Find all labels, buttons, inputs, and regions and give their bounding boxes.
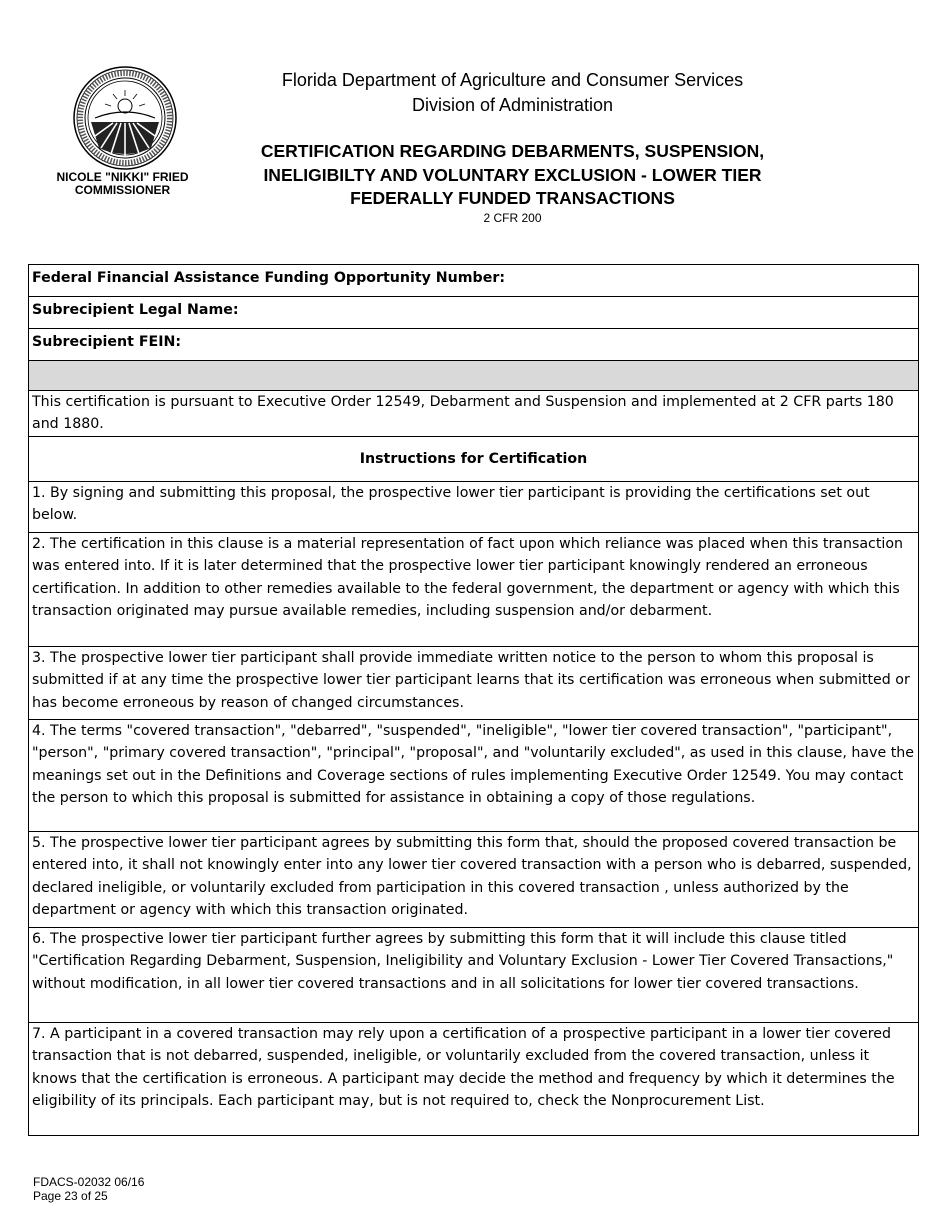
instruction-item: 6. The prospective lower tier participant further agrees by submitting this form that it will include this clause titled "Certification Regarding Debarment, Suspension, Ineligibility and Voluntary Exclusion - Lower Tier Covered Transactions," without modification, in all lower tier covered transactions and in all solicitations for lower tier covered transactions. — [29, 928, 919, 1023]
shaded-divider — [29, 361, 919, 391]
commissioner-title: COMMISSIONER — [74, 183, 171, 197]
commissioner-name: NICOLE "NIKKI" FRIED — [56, 170, 189, 184]
form-number: FDACS-02032 06/16 — [33, 1175, 145, 1189]
instruction-item: 1. By signing and submitting this proposal, the prospective lower tier participant is providing the certifications set out below. — [29, 482, 919, 533]
instruction-item: 7. A participant in a covered transaction may rely upon a certification of a prospective participant in a lower tier covered transaction that is not debarred, suspended, ineligible, or voluntarily excluded from the covered transaction, unless it knows that the certification is erroneous. A participant may decide the method and frequency by which it determines the eligibility of its principals. Each participant may, but is not required to, check the Nonprocurement List. — [29, 1023, 919, 1136]
agency-name: Florida Department of Agriculture and Consumer Services — [281, 70, 744, 90]
page-number: Page 23 of 25 — [33, 1189, 108, 1203]
form-title-line3: FEDERALLY FUNDED TRANSACTIONS — [350, 188, 675, 208]
funding-number-field[interactable]: Federal Financial Assistance Funding Opportunity Number: — [29, 265, 919, 297]
fein-field[interactable]: Subrecipient FEIN: — [29, 329, 919, 361]
agency-heading — [230, 68, 795, 118]
intro-text: This certification is pursuant to Executive Order 12549, Debarment and Suspension and implemented at 2 CFR parts 180 and 1880. — [29, 391, 919, 437]
state-seal-icon — [73, 66, 177, 170]
form-subtitle: 2 CFR 200 — [483, 211, 542, 225]
instruction-item: 5. The prospective lower tier participant agrees by submitting this form that, should the proposed covered transaction be entered into, it shall not knowingly enter into any lower tier covered transaction with a person who is debarred, suspended, declared ineligible, or voluntarily excluded from participation in this covered transaction , unless authorized by the department or agency with which this transaction originated. — [29, 832, 919, 928]
form-title — [230, 140, 795, 211]
certification-table — [28, 264, 919, 1136]
commissioner-block — [40, 171, 205, 197]
form-title-line2: INELIGIBILTY AND VOLUNTARY EXCLUSION - LOWER TIER — [263, 164, 762, 185]
instruction-item: 2. The certification in this clause is a material representation of fact upon which reliance was placed when this transaction was entered into. If it is later determined that the prospective lower tier participant knowingly rendered an erroneous certification. In addition to other remedies available to the federal government, the department or agency with which this transaction originated may pursue available remedies, including suspension and/or debarment. — [29, 533, 919, 647]
division-name: Division of Administration — [411, 95, 614, 115]
instructions-heading: Instructions for Certification — [29, 437, 919, 482]
legal-name-field[interactable]: Subrecipient Legal Name: — [29, 297, 919, 329]
page-footer — [33, 1175, 144, 1203]
form-title-line1: CERTIFICATION REGARDING DEBARMENTS, SUSPENSION, — [260, 141, 765, 161]
instruction-item: 3. The prospective lower tier participant shall provide immediate written notice to the person to whom this proposal is submitted if at any time the prospective lower tier participant learns that its certification was erroneous when submitted or has become erroneous by reason of changed circumstances. — [29, 647, 919, 720]
instruction-item: 4. The terms "covered transaction", "debarred", "suspended", "ineligible", "lower tier covered transaction", "participant", "person", "primary covered transaction", "principal", "proposal", and "voluntarily excluded", as used in this clause, have the meanings set out in the Definitions and Coverage sections of rules implementing Executive Order 12549. You may contact the person to which this proposal is submitted for assistance in obtaining a copy of those regulations. — [29, 720, 919, 832]
